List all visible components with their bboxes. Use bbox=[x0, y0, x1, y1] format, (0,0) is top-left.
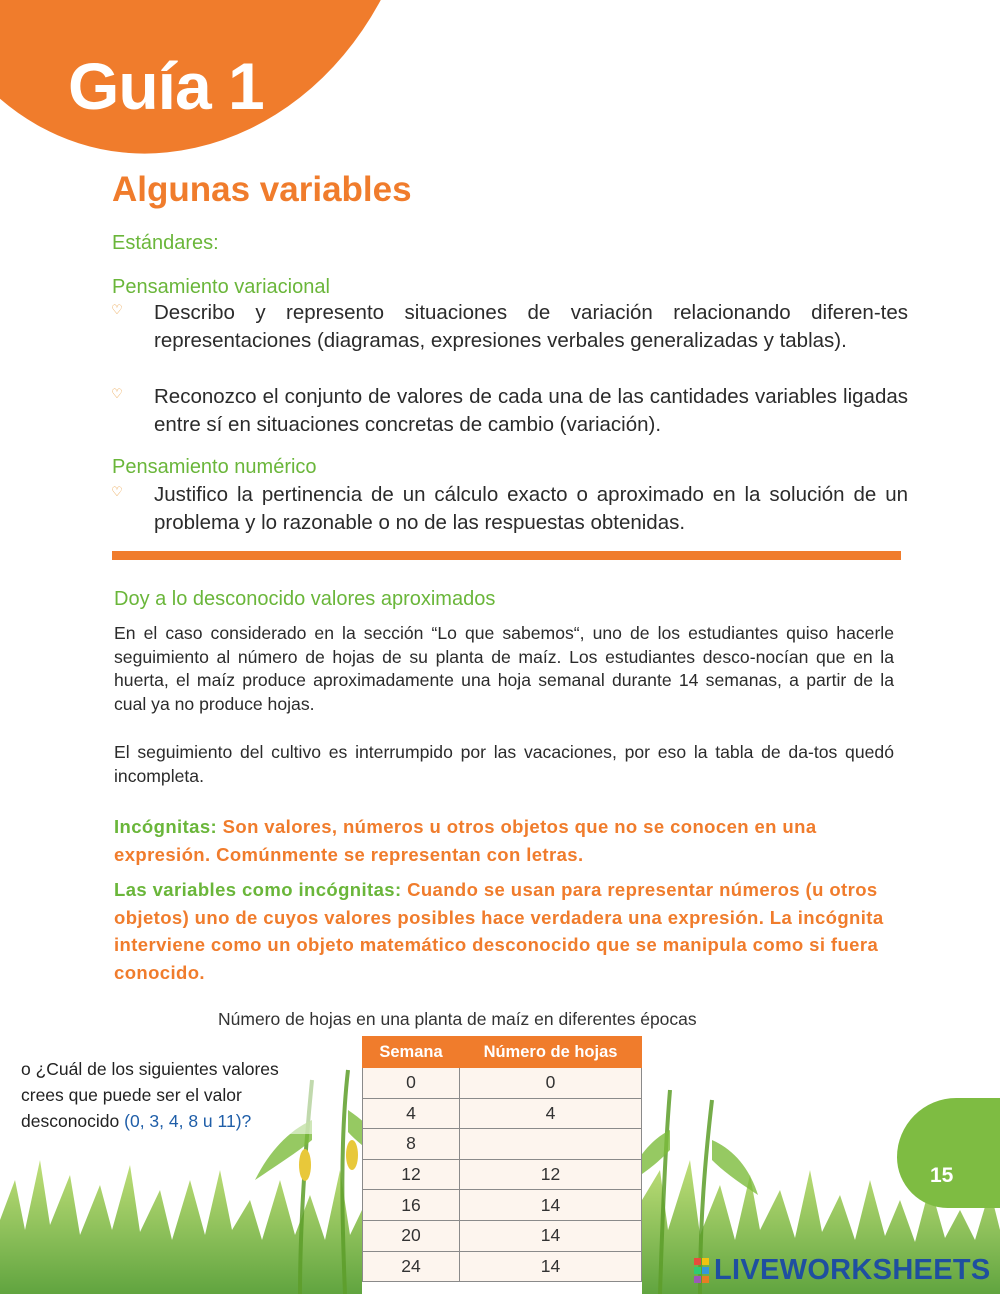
cell-semana: 12 bbox=[363, 1159, 460, 1190]
subheading: Doy a lo desconocido valores aproximados bbox=[114, 588, 496, 610]
standard-item-text: Reconozco el conjunto de valores de cada una de las cantidades variables ligadas entre sí en situaciones concretas de cambio (variación). bbox=[154, 385, 908, 436]
guide-title: Guía 1 bbox=[68, 49, 264, 123]
paragraph: En el caso considerado en la sección “Lo que sabemos“, uno de los estudiantes quiso hacerle seguimiento al número de hojas de su planta de maíz. Los estudiantes desco-nocían que en la huerta, el maíz produce aproximadamente una hoja semanal durante 14 semanas, a partir de la cual ya no produce hojas. bbox=[114, 623, 894, 714]
definition-text: Son valores, números u otros objetos que no se conocen en una expresión. Comúnmente se representan con letras. bbox=[114, 816, 817, 865]
cell-hojas-blank[interactable] bbox=[460, 1129, 642, 1160]
cell-hojas: 14 bbox=[460, 1220, 642, 1251]
column-header-semana: Semana bbox=[363, 1037, 460, 1068]
cell-hojas: 12 bbox=[460, 1159, 642, 1190]
page-title: Algunas variables bbox=[112, 170, 412, 209]
section-divider bbox=[112, 551, 901, 560]
bullet-icon: ♡ bbox=[111, 386, 123, 401]
standards-label: Estándares: bbox=[112, 232, 219, 254]
definition-term: Las variables como incógnitas: bbox=[114, 879, 402, 900]
question-options: (0, 3, 4, 8 u 11)? bbox=[124, 1111, 252, 1131]
liveworksheets-logo-icon bbox=[694, 1258, 710, 1284]
section-title-numerico: Pensamiento numérico bbox=[112, 456, 317, 478]
standard-item bbox=[108, 299, 908, 355]
table-row bbox=[363, 1220, 642, 1251]
leaves-table bbox=[362, 1036, 642, 1282]
definition-incognitas bbox=[114, 813, 894, 868]
column-header-hojas: Número de hojas bbox=[460, 1037, 642, 1068]
cell-semana: 24 bbox=[363, 1251, 460, 1282]
definition-text: Cuando se usan para representar números (u otros objetos) uno de cuyos valores posibles hace verdadera una expresión. La incógnita interviene como un objeto matemático desconocido que se manipula como si fuera conocido. bbox=[114, 879, 884, 983]
brand-watermark[interactable]: LIVEWORKSHEETS bbox=[714, 1254, 991, 1286]
table-row bbox=[363, 1068, 642, 1099]
standard-item bbox=[108, 481, 908, 537]
cell-semana: 4 bbox=[363, 1098, 460, 1129]
table-row bbox=[363, 1159, 642, 1190]
table-header-row bbox=[363, 1037, 642, 1068]
cell-semana: 0 bbox=[363, 1068, 460, 1099]
table-row bbox=[363, 1190, 642, 1221]
cell-hojas: 14 bbox=[460, 1190, 642, 1221]
standard-item bbox=[108, 383, 908, 439]
definition-term: Incógnitas: bbox=[114, 816, 218, 837]
standard-item-text: Describo y represento situaciones de variación relacionando diferen-tes representaciones (diagramas, expresiones verbales generalizadas y tablas). bbox=[154, 301, 908, 352]
table-row bbox=[363, 1251, 642, 1282]
cell-hojas: 4 bbox=[460, 1098, 642, 1129]
bullet-icon: ♡ bbox=[111, 302, 123, 317]
standard-item-text: Justifico la pertinencia de un cálculo exacto o aproximado en la solución de un problema y lo razonable o no de las respuestas obtenidas. bbox=[154, 483, 908, 534]
table-row bbox=[363, 1098, 642, 1129]
question-text: o ¿Cuál de los siguientes valores crees que puede ser el valor desconocido bbox=[21, 1059, 279, 1131]
cell-semana: 16 bbox=[363, 1190, 460, 1221]
question-prompt bbox=[21, 1056, 321, 1134]
cell-hojas: 14 bbox=[460, 1251, 642, 1282]
table-row bbox=[363, 1129, 642, 1160]
cell-semana: 8 bbox=[363, 1129, 460, 1160]
definition-variables bbox=[114, 876, 894, 986]
table-caption: Número de hojas en una planta de maíz en diferentes épocas bbox=[218, 1009, 697, 1029]
section-title-variacional: Pensamiento variacional bbox=[112, 276, 330, 298]
paragraph: El seguimiento del cultivo es interrumpido por las vacaciones, por eso la tabla de da-tos quedó incompleta. bbox=[114, 742, 894, 786]
cell-hojas: 0 bbox=[460, 1068, 642, 1099]
bullet-icon: ♡ bbox=[111, 484, 123, 499]
page-number: 15 bbox=[930, 1164, 954, 1187]
cell-semana: 20 bbox=[363, 1220, 460, 1251]
